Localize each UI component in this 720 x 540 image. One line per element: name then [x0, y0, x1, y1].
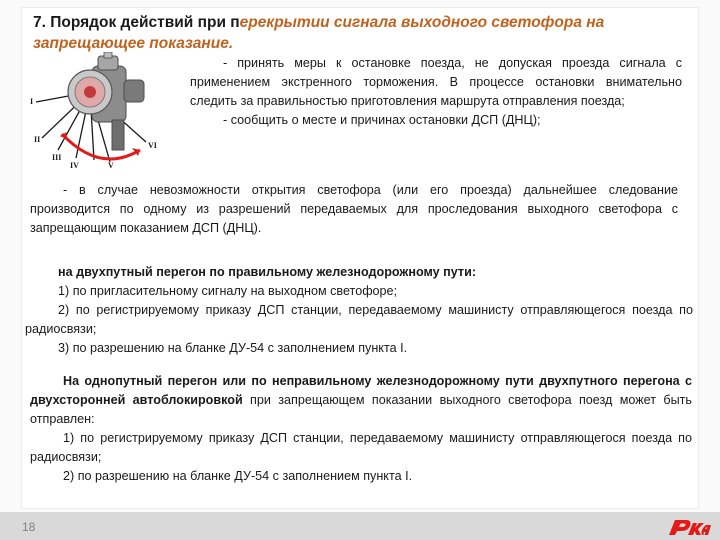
title-part-1: 7. Порядок действий при п [33, 14, 240, 31]
label-1: I [30, 97, 34, 106]
actions-block [190, 54, 682, 130]
label-3: III [52, 153, 62, 162]
label-5: V [108, 161, 114, 170]
double-track-item-3: 3) по разрешению на бланке ДУ-54 с заполнением пункта I. [58, 341, 408, 355]
single-track-heading-bold: На однопутный перегон или по неправильному железнодорожному пути двухпутного перегона с двухсторонней автоблокировкой [30, 374, 692, 407]
impossibility-paragraph: - в случае невозможности открытия светофора (или его проезда) дальнейшее следование производится по одному из разрешений передаваемых для проследования выходного светофора с запрещающим показанием ДСП (ДНЦ). [30, 183, 678, 235]
single-track-block [30, 372, 692, 486]
title-part-2: ерекрытии сигнала выходного светофора на запрещающее показание. [33, 14, 605, 52]
double-track-item-2: 2) по регистрируемому приказу ДСП станции, передаваемому машинисту отправляющегося поезда по радиосвязи; [25, 303, 693, 336]
signal-handle-diagram [28, 52, 188, 174]
rzd-logo-icon [666, 516, 716, 538]
footer-bar [0, 512, 720, 540]
impossibility-block [30, 181, 678, 238]
single-track-heading-rest: при запрещающем показании выходного светофора поезд может быть отправлен: [30, 393, 692, 426]
action-paragraph-2: - сообщить о месте и причинах остановки ДСП (ДНЦ); [223, 113, 541, 127]
single-track-heading [30, 372, 692, 429]
label-6: VI [148, 141, 157, 150]
action-paragraph-1: - принять меры к остановке поезда, не допуская проезда сигнала с применением экстренного торможения. В процессе остановки внимательно следить за правильностью приготовления маршрута отправления поезда; [190, 56, 682, 108]
single-track-item-1: 1) по регистрируемому приказу ДСП станции, передаваемому машинисту отправляющегося поезда по радиосвязи; [30, 431, 692, 464]
single-track-item-2: 2) по разрешению на бланке ДУ-54 с заполнением пункта I. [63, 469, 413, 483]
slide-title [33, 12, 673, 54]
double-track-block [25, 263, 693, 358]
double-track-item-1: 1) по пригласительному сигналу на выходном светофоре; [58, 284, 398, 298]
page-number: 18 [22, 520, 36, 534]
label-4: IV [70, 161, 79, 170]
double-track-heading: на двухпутный перегон по правильному железнодорожному пути: [58, 265, 477, 279]
rotation-arrow [62, 134, 140, 159]
label-2: II [34, 135, 41, 144]
